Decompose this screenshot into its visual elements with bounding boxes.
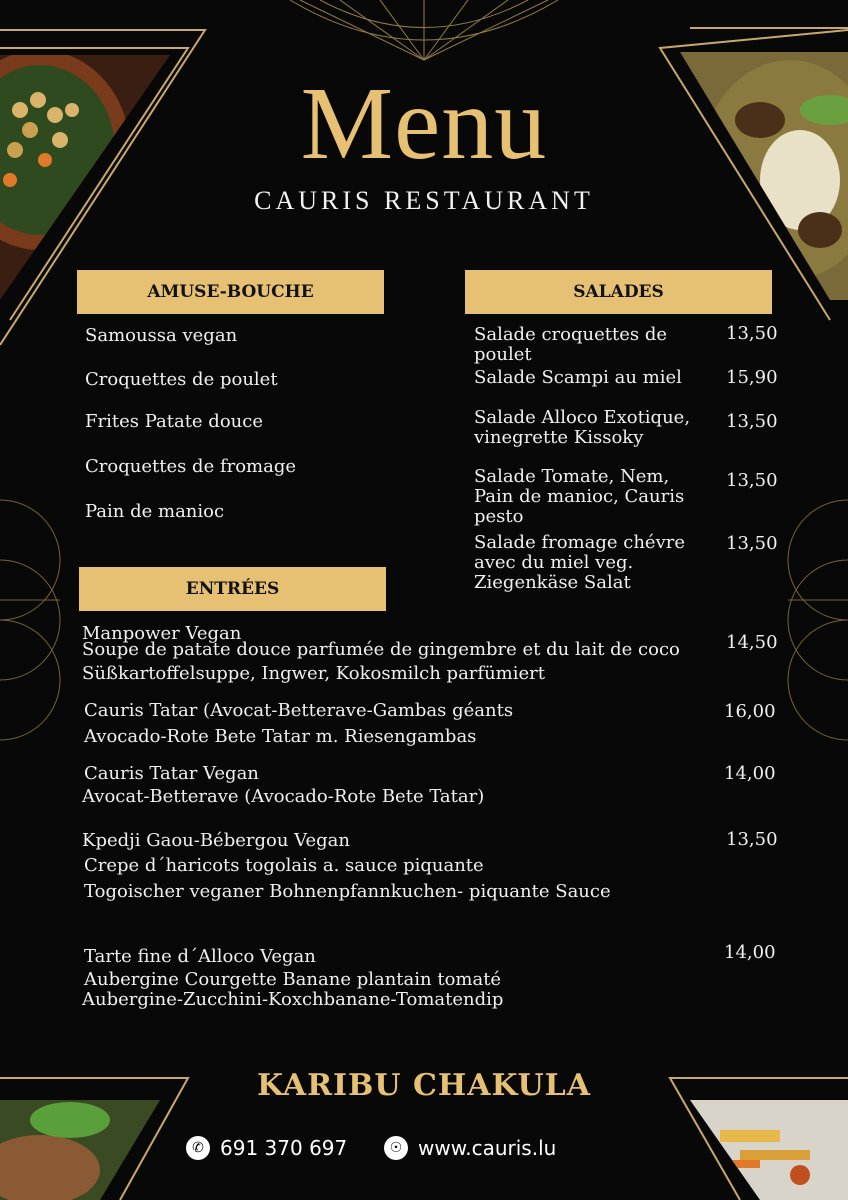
salade-name-line: Salade Alloco Exotique, <box>474 407 691 428</box>
phone-number: 691 370 697 <box>220 1136 348 1160</box>
entree-line: Cauris Tatar Vegan <box>84 763 259 784</box>
entree-item <box>84 764 484 807</box>
entree-line: Tarte fine d´Alloco Vegan <box>84 946 316 967</box>
salade-item <box>474 325 667 365</box>
globe-icon: ☉ <box>384 1136 408 1160</box>
salade-item <box>474 368 682 388</box>
salade-item <box>474 533 685 593</box>
entrees-heading: ENTRÉES <box>79 567 386 611</box>
amuse-item: Croquettes de poulet <box>85 369 278 390</box>
entree-price: 14,50 <box>726 632 778 653</box>
salade-price: 13,50 <box>726 533 778 554</box>
salade-name-line: Salade fromage chévre <box>474 532 685 553</box>
salade-name-line: Salade Tomate, Nem, <box>474 466 670 487</box>
amuse-item: Pain de manioc <box>85 501 225 522</box>
entree-line: Süßkartoffelsuppe, Ingwer, Kokosmilch parfümiert <box>82 663 545 684</box>
salade-name-line: pesto <box>474 506 524 527</box>
amuse-bouche-heading: AMUSE-BOUCHE <box>77 270 384 314</box>
salade-item <box>474 467 684 527</box>
salade-name-line: Salade Scampi au miel <box>474 367 682 388</box>
amuse-item: Croquettes de fromage <box>85 456 297 477</box>
website-link[interactable] <box>384 1136 556 1160</box>
salade-name-line: avec du miel veg. <box>474 552 634 573</box>
website-url: www.cauris.lu <box>418 1136 557 1160</box>
entree-price: 14,00 <box>724 942 776 963</box>
salade-name-line: poulet <box>474 344 532 365</box>
salade-name-line: vinegrette Kissoky <box>474 427 644 448</box>
salade-price: 13,50 <box>726 470 778 491</box>
salade-name-line: Ziegenkäse Salat <box>474 572 631 593</box>
menu-title: Menu <box>300 66 548 181</box>
entree-line: Togoischer veganer Bohnenpfannkuchen- piquante Sauce <box>84 881 611 902</box>
entree-price: 14,00 <box>724 763 776 784</box>
entree-line: Avocat-Betterave (Avocado-Rote Bete Tatar) <box>82 786 485 807</box>
entree-item <box>82 831 611 902</box>
food-photo-bottomright <box>690 1100 848 1200</box>
salade-item <box>474 408 690 448</box>
salade-name-line: Pain de manioc, Cauris <box>474 486 685 507</box>
entree-price: 13,50 <box>726 829 778 850</box>
footer-tagline: KARIBU CHAKULA <box>256 1068 592 1103</box>
phone-contact[interactable] <box>186 1136 347 1160</box>
salade-price: 15,90 <box>726 367 778 388</box>
salade-price: 13,50 <box>726 323 778 344</box>
entree-item <box>84 947 503 1010</box>
entree-line: Aubergine-Zucchini-Koxchbanane-Tomatendip <box>82 989 504 1010</box>
restaurant-name: CAURIS RESTAURANT <box>254 186 594 215</box>
salade-price: 13,50 <box>726 411 778 432</box>
amuse-item: Samoussa vegan <box>85 325 238 346</box>
entree-line: Soupe de patate douce parfumée de gingembre et du lait de coco <box>82 639 680 660</box>
phone-icon: ✆ <box>186 1136 210 1160</box>
entree-item <box>82 624 680 684</box>
salade-name-line: Salade croquettes de <box>474 324 667 345</box>
amuse-item: Frites Patate douce <box>85 411 263 432</box>
entree-line: Avocado-Rote Bete Tatar m. Riesengambas <box>84 726 477 747</box>
food-photo-bottomleft <box>0 1100 160 1200</box>
entree-line: Crepe d´haricots togolais a. sauce piquante <box>84 855 484 876</box>
entree-line: Aubergine Courgette Banane plantain tomaté <box>84 969 502 990</box>
entree-line: Manpower Vegan <box>82 623 242 644</box>
salades-heading: SALADES <box>465 270 772 314</box>
entree-item <box>84 701 513 747</box>
entree-line: Kpedji Gaou-Bébergou Vegan <box>82 830 351 851</box>
entree-line: Cauris Tatar (Avocat-Betterave-Gambas géants <box>84 700 514 721</box>
entree-price: 16,00 <box>724 701 776 722</box>
